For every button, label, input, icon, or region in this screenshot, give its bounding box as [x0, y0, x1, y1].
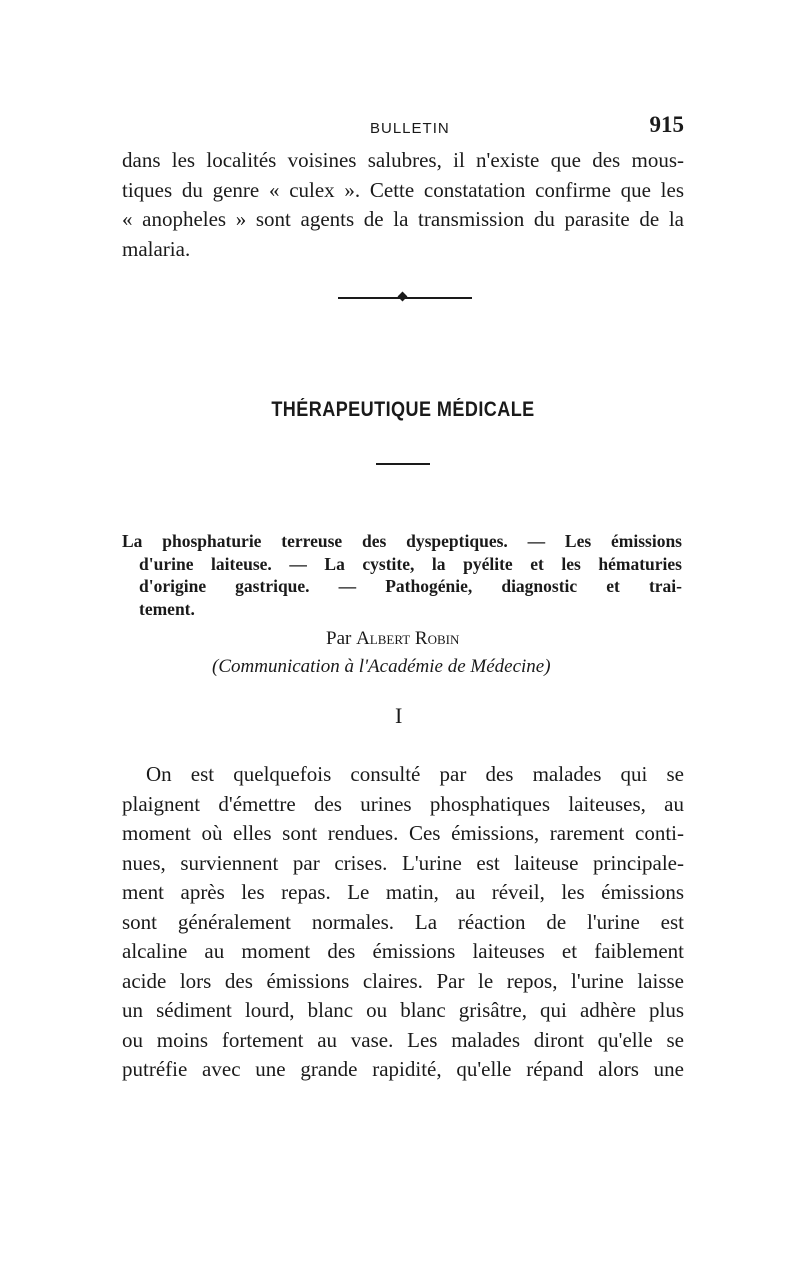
text-line: plaignent d'émettre des urines phosphatiques laiteuses, au [122, 791, 684, 816]
text-line: ment après les repas. Le matin, au réveil, les émissions [122, 880, 684, 904]
title-line: tement. [139, 598, 195, 619]
author-name: Albert Robin [356, 628, 460, 649]
text-line: On est quelquefois consulté par des malades qui se [146, 762, 684, 786]
running-title: BULLETIN [370, 120, 450, 137]
page-number: 915 [649, 112, 684, 137]
text-line: nues, surviennent par crises. L'urine est laiteuse principale- [122, 850, 684, 875]
text-line: alcaline au moment des émissions laiteuses et faiblement [122, 939, 684, 963]
title-line: d'urine laiteuse. — La cystite, la pyélite et les hématuries [139, 553, 682, 574]
text-line: « anopheles » sont agents de la transmission du parasite de la [122, 207, 684, 231]
running-header [122, 112, 684, 142]
title-line: d'origine gastrique. — Pathogénie, diagnostic et trai- [139, 576, 682, 596]
text-line: putréfie avec une grande rapidité, qu'elle répand alors une [122, 1057, 684, 1081]
article-title [122, 530, 682, 620]
diamond-icon [398, 292, 408, 302]
text-line: moment où elles sont rendues. Ces émissions, rarement conti- [122, 821, 684, 845]
part-numeral: I [395, 703, 403, 728]
intro-paragraph [122, 146, 684, 264]
author-prefix: Par [326, 628, 352, 649]
author-byline [326, 628, 459, 650]
text-line: malaria. [122, 236, 191, 261]
text-line: dans les localités voisines salubres, il n'existe que des mous- [122, 148, 684, 172]
text-line: acide lors des émissions claires. Par le repos, l'urine laisse [122, 968, 684, 993]
text-line: sont généralement normales. La réaction de l'urine est [122, 909, 684, 934]
short-divider [376, 463, 430, 465]
diamond-divider [338, 297, 472, 299]
text-line: ou moins fortement au vase. Les malades diront qu'elle se [122, 1027, 684, 1052]
section-title: THÉRAPEUTIQUE MÉDICALE [271, 398, 535, 421]
text-line: un sédiment lourd, blanc ou blanc grisâtre, qui adhère plus [122, 998, 684, 1022]
text-line: tiques du genre « culex ». Cette constatation confirme que les [122, 177, 684, 202]
title-line: La phosphaturie terreuse des dyspeptiques. — Les émissions [122, 531, 682, 551]
main-paragraph [122, 760, 684, 1085]
affiliation: (Communication à l'Académie de Médecine) [212, 656, 551, 677]
